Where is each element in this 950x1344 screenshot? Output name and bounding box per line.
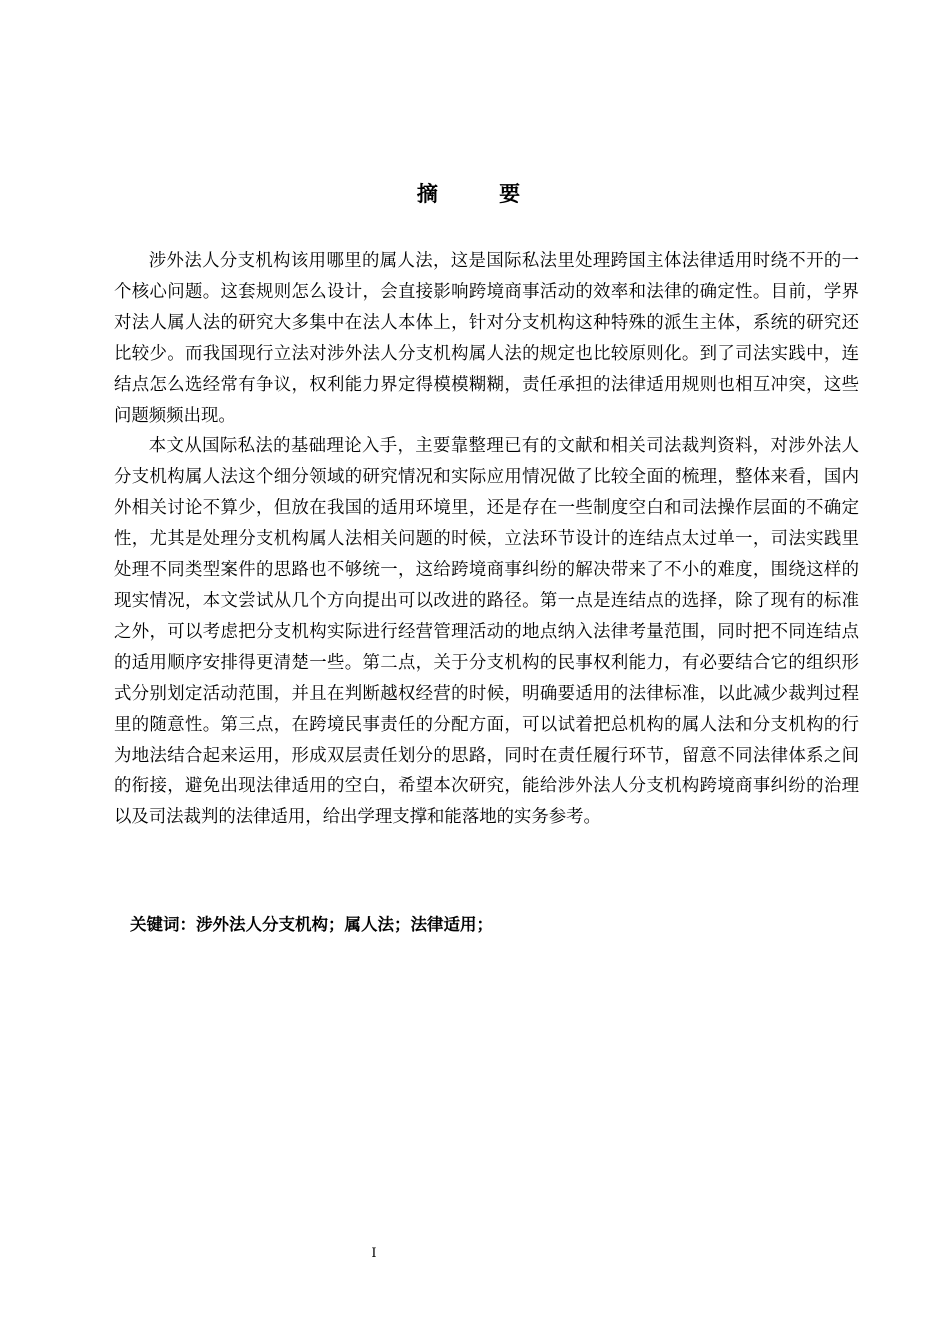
- abstract-body: [114, 246, 859, 833]
- page-number: I: [371, 1246, 377, 1261]
- abstract-paragraph-2: 本文从国际私法的基础理论入手，主要靠整理已有的文献和相关司法裁判资料，对涉外法人分支机构属人法这个细分领域的研究情况和实际应用情况做了比较全面的梳理，整体来看，国内外相关讨论不算少，但放在我国的适用环境里，还是存在一些制度空白和司法操作层面的不确定性，尤其是处理分支机构属人法相关问题的时候，立法环节设计的连结点太过单一，司法实践里处理不同类型案件的思路也不够统一，这给跨境商事纠纷的解决带来了不小的难度，围绕这样的现实情况，本文尝试从几个方向提出可以改进的路径。第一点是连结点的选择，除了现有的标准之外，可以考虑把分支机构实际进行经营管理活动的地点纳入法律考量范围，同时把不同连结点的适用顺序安排得更清楚一些。第二点，关于分支机构的民事权利能力，有必要结合它的组织形式分别划定活动范围，并且在判断越权经营的时候，明确要适用的法律标准，以此减少裁判过程里的随意性。第三点，在跨境民事责任的分配方面，可以试着把总机构的属人法和分支机构的行为地法结合起来运用，形成双层责任划分的思路，同时在责任履行环节，留意不同法律体系之间的衔接，避免出现法律适用的空白，希望本次研究，能给涉外法人分支机构跨境商事纠纷的治理以及司法裁判的法律适用，给出学理支撑和能落地的实务参考。: [114, 436, 859, 828]
- keywords-line: 关键词：涉外法人分支机构；属人法；法律适用；: [130, 915, 493, 934]
- abstract-title: 摘 要: [416, 182, 548, 206]
- abstract-paragraph-1: 涉外法人分支机构该用哪里的属人法，这是国际私法里处理跨国主体法律适用时绕不开的一个核心问题。这套规则怎么设计，会直接影响跨境商事活动的效率和法律的确定性。目前，学界对法人属人法的研究大多集中在法人本体上，针对分支机构这种特殊的派生主体，系统的研究还比较少。而我国现行立法对涉外法人分支机构属人法的规定也比较原则化。到了司法实践中，连结点怎么选经常有争议，权利能力界定得模模糊糊，责任承担的法律适用规则也相互冲突，这些问题频频出现。: [114, 251, 859, 426]
